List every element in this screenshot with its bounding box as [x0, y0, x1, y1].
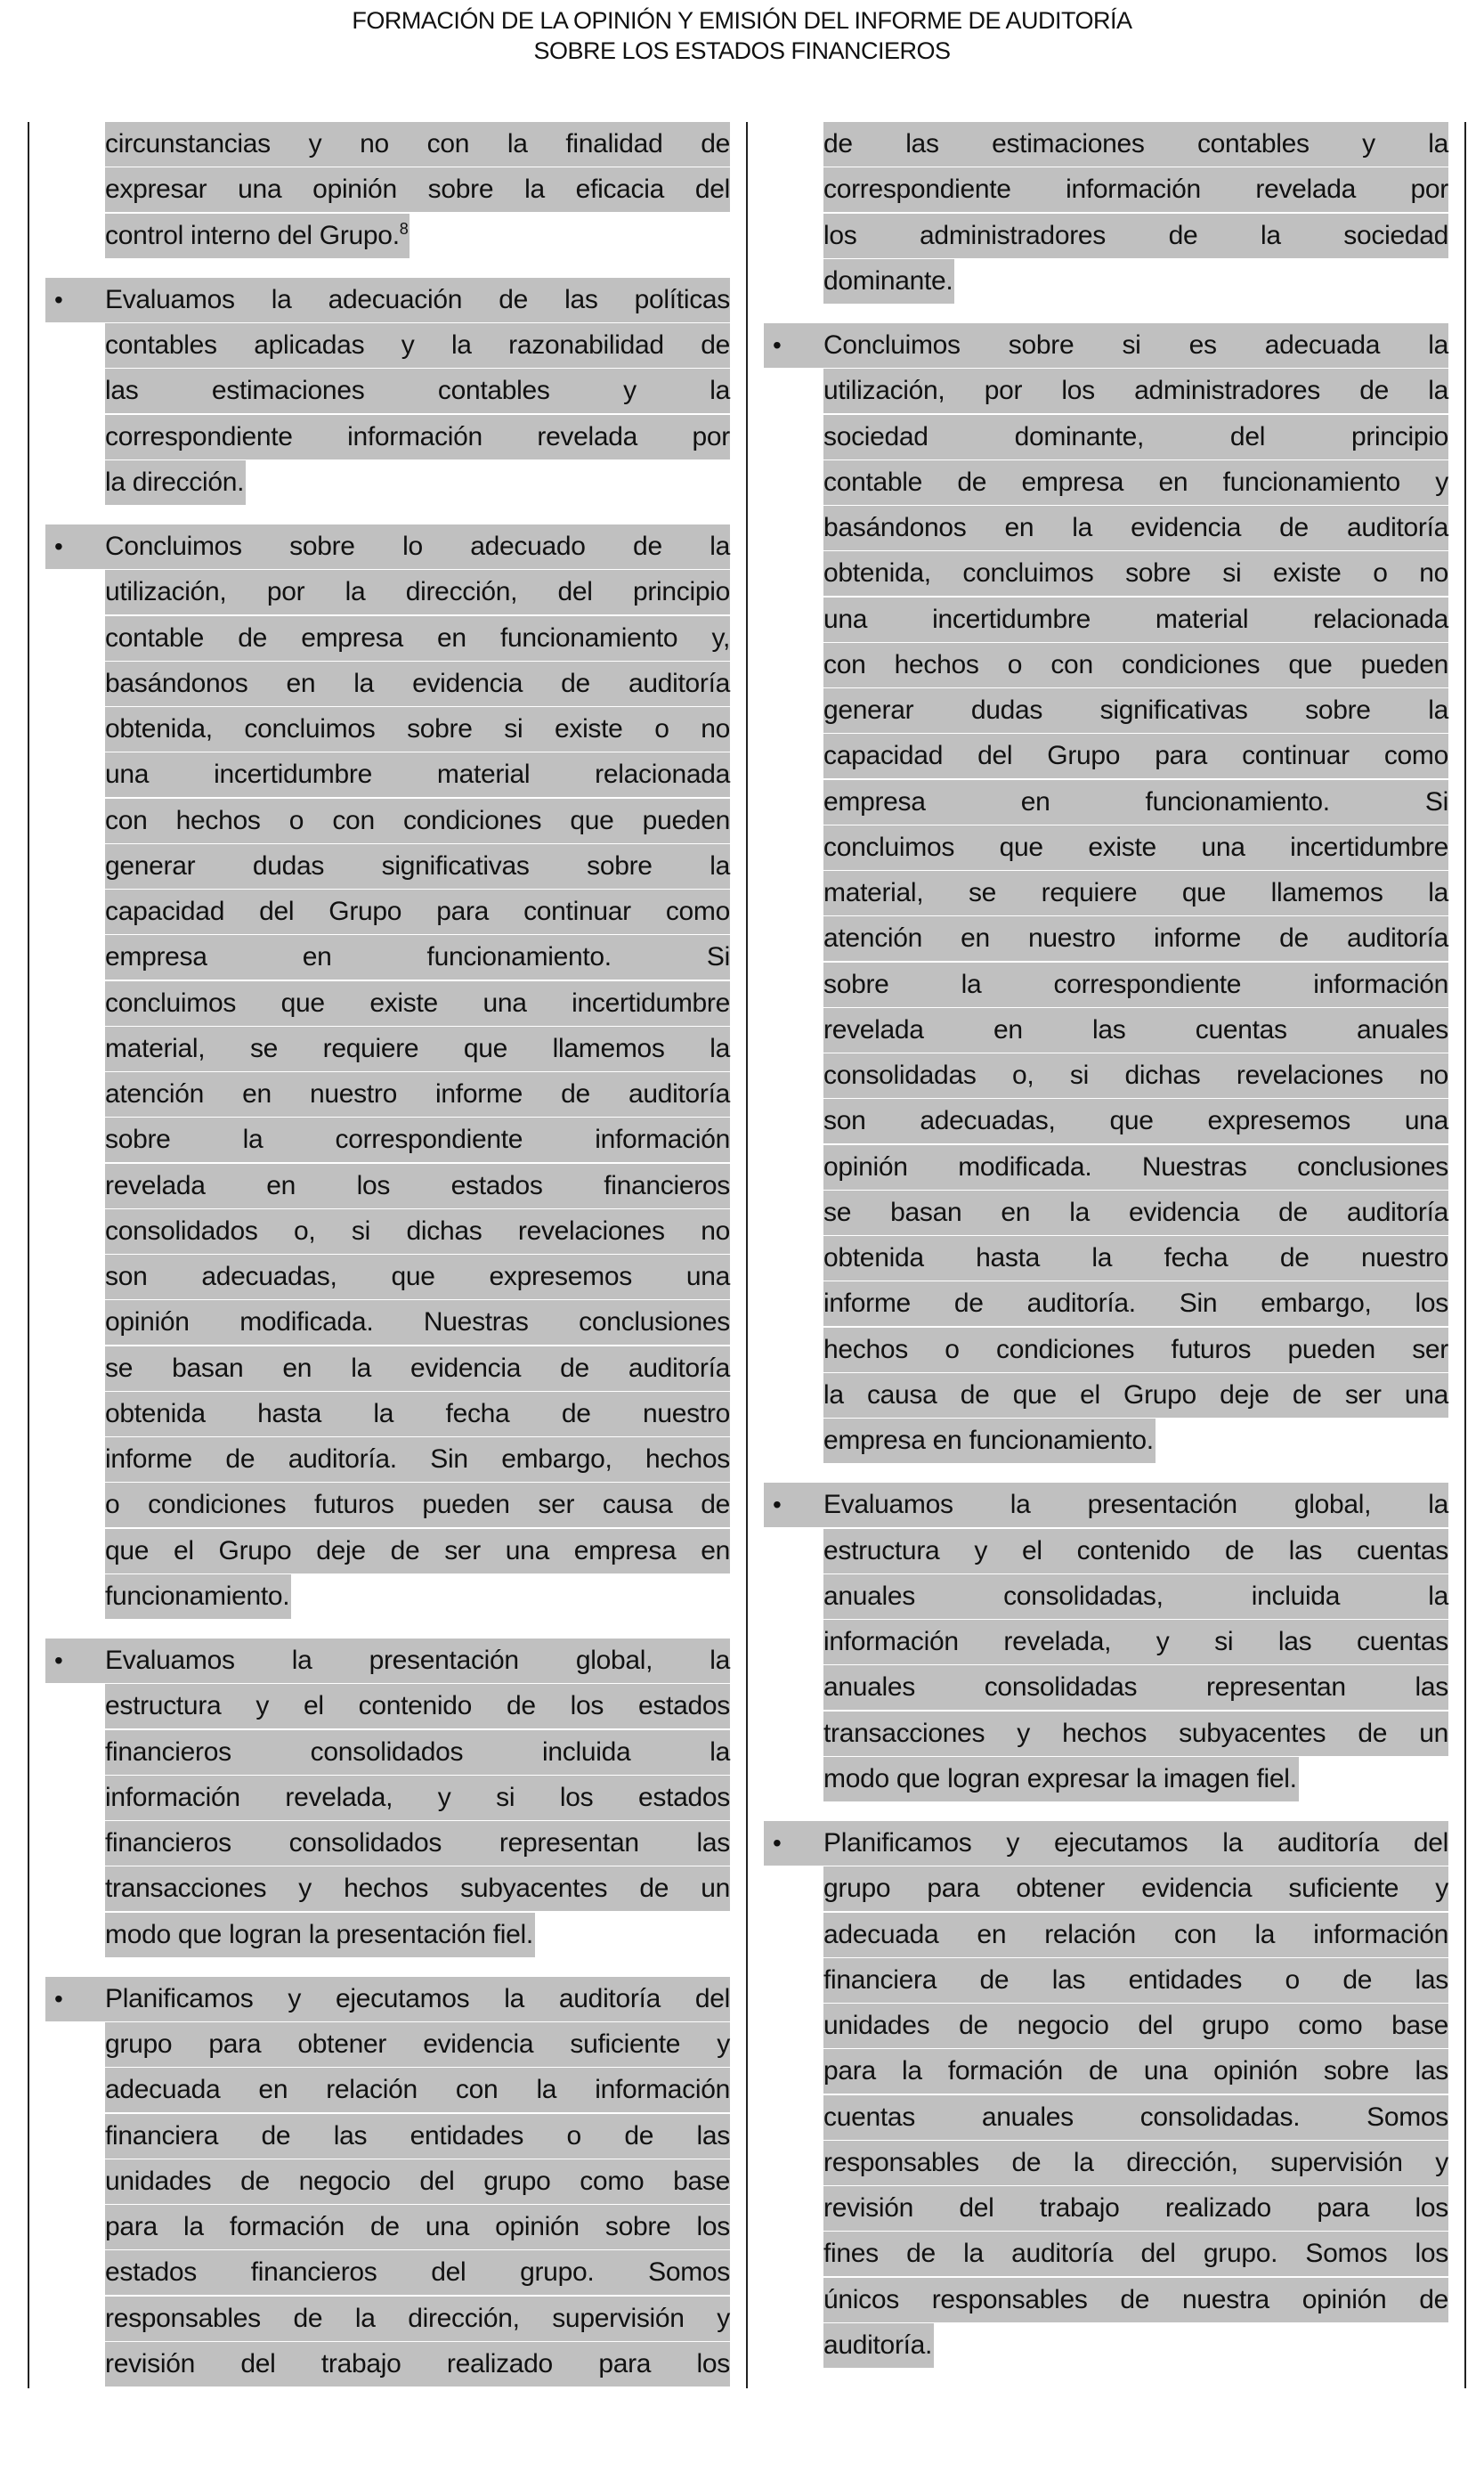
column-divider — [746, 122, 748, 2388]
text-line — [764, 1099, 1448, 1144]
line-text: financiera de las entidades o de las — [823, 1964, 1448, 1995]
text-line — [45, 122, 730, 167]
line-text: financiera de las entidades o de las — [105, 2120, 730, 2151]
text-line — [764, 2186, 1448, 2232]
line-text: con hechos o con condiciones que pueden — [823, 649, 1448, 679]
text-line — [45, 2022, 730, 2068]
text-line — [764, 2004, 1448, 2049]
text-line — [764, 1665, 1448, 1711]
text-line — [45, 323, 730, 369]
table-border-right — [1464, 122, 1466, 2388]
text-line — [764, 598, 1448, 643]
bullet-icon: • — [54, 1647, 63, 1674]
line-text: generar dudas significativas sobre la — [823, 695, 1448, 725]
text-line — [764, 2141, 1448, 2186]
line-text: información revelada, y si los estados — [105, 1782, 730, 1812]
text-line — [764, 551, 1448, 597]
line-text: hechos o condiciones futuros pueden ser — [823, 1334, 1448, 1364]
line-text: transacciones y hechos subyacentes de un — [105, 1874, 730, 1904]
line-text: capacidad del Grupo para continuar como — [105, 897, 730, 926]
bullet-icon: • — [54, 533, 63, 560]
line-text: utilización, por la dirección, del principio — [105, 577, 730, 607]
line-text: circunstancias y no con la finalidad de — [105, 129, 730, 159]
line-text: basándonos en la evidencia de auditoría — [823, 513, 1448, 542]
text-line — [45, 707, 730, 752]
text-line — [45, 2250, 730, 2296]
text-line — [45, 1913, 730, 1958]
text-line — [764, 1712, 1448, 1757]
text-line — [764, 2232, 1448, 2277]
text-line — [764, 2049, 1448, 2094]
line-text: las estimaciones contables y la — [105, 376, 730, 406]
text-line — [764, 1958, 1448, 2004]
text-line — [764, 1191, 1448, 1236]
line-text: auditoría. — [823, 2330, 933, 2360]
line-text: modo que logran expresar la imagen fiel. — [823, 1763, 1297, 1793]
text-line — [764, 1574, 1448, 1620]
text-line — [764, 460, 1448, 506]
left-column — [45, 122, 730, 2406]
text-line — [764, 1821, 1448, 1866]
line-text: la dirección. — [105, 467, 245, 497]
text-line — [764, 122, 1448, 167]
line-text: contable de empresa en funcionamiento y, — [105, 622, 730, 653]
bullet-paragraph — [764, 1821, 1448, 2369]
text-line — [45, 1483, 730, 1528]
line-text: sobre la correspondiente información — [823, 969, 1448, 999]
bullet-paragraph — [45, 1977, 730, 2387]
text-line — [45, 460, 730, 506]
line-text: concluimos que existe una incertidumbre — [105, 988, 730, 1018]
text-line — [45, 369, 730, 414]
text-line — [45, 415, 730, 460]
text-line — [45, 616, 730, 662]
line-text: unidades de negocio del grupo como base — [823, 2011, 1448, 2040]
text-line — [45, 167, 730, 213]
line-text: responsables de la dirección, supervisión y — [823, 2147, 1448, 2177]
text-line — [764, 825, 1448, 871]
text-line — [764, 1913, 1448, 1958]
line-text: responsables de la dirección, supervisión y — [105, 2303, 730, 2333]
text-line — [45, 1164, 730, 1209]
line-text: estructura y el contenido de los estados — [105, 1691, 730, 1721]
bullet-paragraph — [45, 278, 730, 506]
text-line — [764, 1008, 1448, 1053]
line-text: Concluimos sobre lo adecuado de la — [105, 532, 730, 561]
text-line — [45, 1209, 730, 1255]
paragraph — [45, 122, 730, 259]
text-line — [764, 963, 1448, 1008]
line-text: funcionamiento. — [105, 1581, 290, 1611]
line-text: sobre la correspondiente información — [105, 1125, 730, 1155]
text-line — [45, 278, 730, 323]
text-line — [764, 259, 1448, 305]
text-line — [764, 688, 1448, 734]
line-text: expresar una opinión sobre la eficacia del — [105, 175, 730, 205]
text-line — [45, 524, 730, 570]
line-text: Evaluamos la presentación global, la — [823, 1490, 1448, 1520]
line-text: empresa en funcionamiento. — [823, 1426, 1154, 1455]
line-text: concluimos que existe una incertidumbre — [823, 832, 1448, 862]
text-line — [45, 1255, 730, 1300]
line-text: Planificamos y ejecutamos la auditoría del — [823, 1828, 1448, 1858]
line-text: opinión modificada. Nuestras conclusiones — [105, 1307, 730, 1338]
text-line — [45, 662, 730, 707]
text-line — [764, 214, 1448, 259]
line-text: una incertidumbre material relacionada — [105, 760, 730, 790]
text-line — [45, 1346, 730, 1392]
text-line — [764, 415, 1448, 460]
footnote-marker: 8 — [399, 219, 409, 238]
line-text: obtenida, concluimos sobre si existe o no — [105, 714, 730, 744]
text-line — [764, 1483, 1448, 1528]
line-text: cuentas anuales consolidadas. Somos — [823, 2102, 1448, 2132]
text-line — [45, 2342, 730, 2387]
text-line — [45, 1027, 730, 1072]
line-text: utilización, por los administradores de la — [823, 376, 1448, 406]
page-title-line-1: FORMACIÓN DE LA OPINIÓN Y EMISIÓN DEL INFORME DE AUDITORÍA — [352, 7, 1132, 34]
text-line — [764, 2323, 1448, 2369]
line-text: grupo para obtener evidencia suficiente y — [105, 2029, 730, 2059]
line-text: los administradores de la sociedad — [823, 220, 1448, 250]
line-text: basándonos en la evidencia de auditoría — [105, 668, 730, 698]
line-text: grupo para obtener evidencia suficiente y — [823, 1874, 1448, 1904]
text-line — [45, 844, 730, 890]
line-text: estructura y el contenido de las cuentas — [823, 1535, 1448, 1565]
text-line — [45, 1866, 730, 1912]
text-line — [45, 1977, 730, 2022]
text-line — [764, 1757, 1448, 1802]
line-text: financieros consolidados incluida la — [105, 1736, 730, 1767]
right-column — [764, 122, 1448, 2387]
line-text: son adecuadas, que expresemos una — [823, 1106, 1448, 1136]
text-line — [45, 1072, 730, 1118]
line-text: obtenida hasta la fecha de nuestro — [105, 1398, 730, 1428]
text-line — [45, 890, 730, 935]
line-text: con hechos o con condiciones que pueden — [105, 805, 730, 835]
paragraph — [764, 122, 1448, 305]
line-text: Planificamos y ejecutamos la auditoría del — [105, 1983, 730, 2013]
text-line — [45, 1437, 730, 1483]
text-line — [45, 214, 730, 259]
text-line — [45, 2159, 730, 2205]
line-text: contable de empresa en funcionamiento y — [823, 467, 1448, 497]
line-text: revelada en los estados financieros — [105, 1170, 730, 1200]
line-text: capacidad del Grupo para continuar como — [823, 741, 1448, 771]
text-line — [45, 1574, 730, 1620]
text-line — [45, 2068, 730, 2113]
line-text: información revelada, y si las cuentas — [823, 1627, 1448, 1656]
line-text: Evaluamos la presentación global, la — [105, 1646, 730, 1675]
text-line — [45, 2297, 730, 2342]
text-line — [764, 2278, 1448, 2323]
line-text: atención en nuestro informe de auditoría — [105, 1079, 730, 1109]
text-line — [45, 1776, 730, 1821]
line-text: anuales consolidadas, incluida la — [823, 1581, 1448, 1611]
text-line — [45, 752, 730, 798]
line-text: son adecuadas, que expresemos una — [105, 1262, 730, 1291]
text-line — [764, 369, 1448, 414]
bullet-icon: • — [54, 1984, 63, 2013]
text-line — [45, 1118, 730, 1163]
line-text: Evaluamos la adecuación de las políticas — [105, 284, 730, 314]
text-line — [45, 1639, 730, 1684]
line-text: Concluimos sobre si es adecuada la — [823, 330, 1448, 360]
line-text: adecuada en relación con la información — [105, 2075, 730, 2105]
text-line — [764, 1281, 1448, 1327]
line-text: se basan en la evidencia de auditoría — [105, 1353, 730, 1383]
line-text: anuales consolidadas representan las — [823, 1672, 1448, 1703]
line-text: empresa en funcionamiento. Si — [823, 786, 1448, 817]
text-line — [764, 1529, 1448, 1574]
text-line — [764, 1145, 1448, 1191]
text-line — [45, 1684, 730, 1729]
text-line — [45, 2205, 730, 2250]
line-text: informe de auditoría. Sin embargo, los — [823, 1289, 1448, 1319]
text-line — [45, 1821, 730, 1866]
text-line — [764, 323, 1448, 369]
line-text: fines de la auditoría del grupo. Somos los — [823, 2239, 1448, 2269]
text-line — [45, 1392, 730, 1437]
line-text: empresa en funcionamiento. Si — [105, 942, 730, 972]
line-text: unidades de negocio del grupo como base — [105, 2166, 730, 2196]
text-line — [764, 1236, 1448, 1281]
bullet-paragraph — [45, 1639, 730, 1958]
text-line — [764, 1328, 1448, 1373]
line-text: se basan en la evidencia de auditoría — [823, 1197, 1448, 1227]
line-text: para la formación de una opinión sobre los — [105, 2212, 730, 2241]
line-text: generar dudas significativas sobre la — [105, 850, 730, 881]
text-line — [764, 1419, 1448, 1464]
bullet-icon: • — [773, 331, 782, 359]
line-text: correspondiente información revelada por — [823, 175, 1448, 205]
line-text: una incertidumbre material relacionada — [823, 604, 1448, 634]
line-text: revisión del trabajo realizado para los — [105, 2348, 730, 2378]
line-text: la causa de que el Grupo deje de ser una — [823, 1379, 1448, 1410]
text-line — [45, 2114, 730, 2159]
line-text: adecuada en relación con la información — [823, 1919, 1448, 1949]
line-text: material, se requiere que llamemos la — [823, 878, 1448, 907]
line-text: de las estimaciones contables y la — [823, 129, 1448, 159]
text-line — [764, 167, 1448, 213]
text-line — [45, 1730, 730, 1776]
text-line — [764, 734, 1448, 779]
line-text: dominante. — [823, 265, 953, 296]
line-text: que el Grupo deje de ser una empresa en — [105, 1535, 730, 1565]
bullet-icon: • — [773, 1491, 782, 1519]
text-line — [45, 1529, 730, 1574]
text-line — [764, 1866, 1448, 1912]
line-text: revelada en las cuentas anuales — [823, 1014, 1448, 1045]
text-line — [764, 506, 1448, 551]
line-text: transacciones y hechos subyacentes de un — [823, 1718, 1448, 1748]
text-line — [764, 2095, 1448, 2141]
line-text: control interno del Grupo.$^8$ — [105, 219, 409, 250]
line-text: para la formación de una opinión sobre las — [823, 2056, 1448, 2086]
page-title-line-2: SOBRE LOS ESTADOS FINANCIEROS — [533, 37, 951, 64]
line-text: únicos responsables de nuestra opinión de — [823, 2284, 1448, 2314]
text-line — [764, 780, 1448, 825]
line-text: contables aplicadas y la razonabilidad de — [105, 330, 730, 360]
line-text: revisión del trabajo realizado para los — [823, 2193, 1448, 2223]
line-text: modo que logran la presentación fiel. — [105, 1919, 533, 1949]
bullet-paragraph — [764, 1483, 1448, 1802]
line-text: consolidados o, si dichas revelaciones no — [105, 1216, 730, 1246]
line-text: opinión modificada. Nuestras conclusiones — [823, 1151, 1448, 1182]
line-text: sociedad dominante, del principio — [823, 421, 1448, 451]
table-border-left — [28, 122, 29, 2388]
text-line — [764, 916, 1448, 962]
text-line — [764, 1620, 1448, 1665]
bullet-icon: • — [54, 285, 63, 313]
line-text: informe de auditoría. Sin embargo, hechos — [105, 1444, 730, 1474]
text-line — [764, 1053, 1448, 1099]
text-line — [45, 1300, 730, 1346]
text-line — [764, 643, 1448, 688]
text-line — [45, 981, 730, 1027]
line-text: obtenida, concluimos sobre si existe o no — [823, 558, 1448, 589]
line-text: financieros consolidados representan las — [105, 1828, 730, 1858]
text-line — [45, 935, 730, 980]
line-text: obtenida hasta la fecha de nuestro — [823, 1243, 1448, 1273]
line-text: consolidadas o, si dichas revelaciones no — [823, 1061, 1448, 1090]
text-line — [764, 871, 1448, 916]
text-line — [45, 799, 730, 844]
line-text: o condiciones futuros pueden ser causa de — [105, 1490, 730, 1520]
line-text: material, se requiere que llamemos la — [105, 1033, 730, 1063]
line-text: correspondiente información revelada por — [105, 421, 730, 451]
text-line — [45, 570, 730, 615]
line-text: estados financieros del grupo. Somos — [105, 2257, 730, 2288]
line-text: atención en nuestro informe de auditoría — [823, 923, 1448, 954]
bullet-paragraph — [45, 524, 730, 1620]
bullet-icon: • — [773, 1829, 782, 1857]
bullet-paragraph — [764, 323, 1448, 1464]
text-line — [764, 1373, 1448, 1419]
